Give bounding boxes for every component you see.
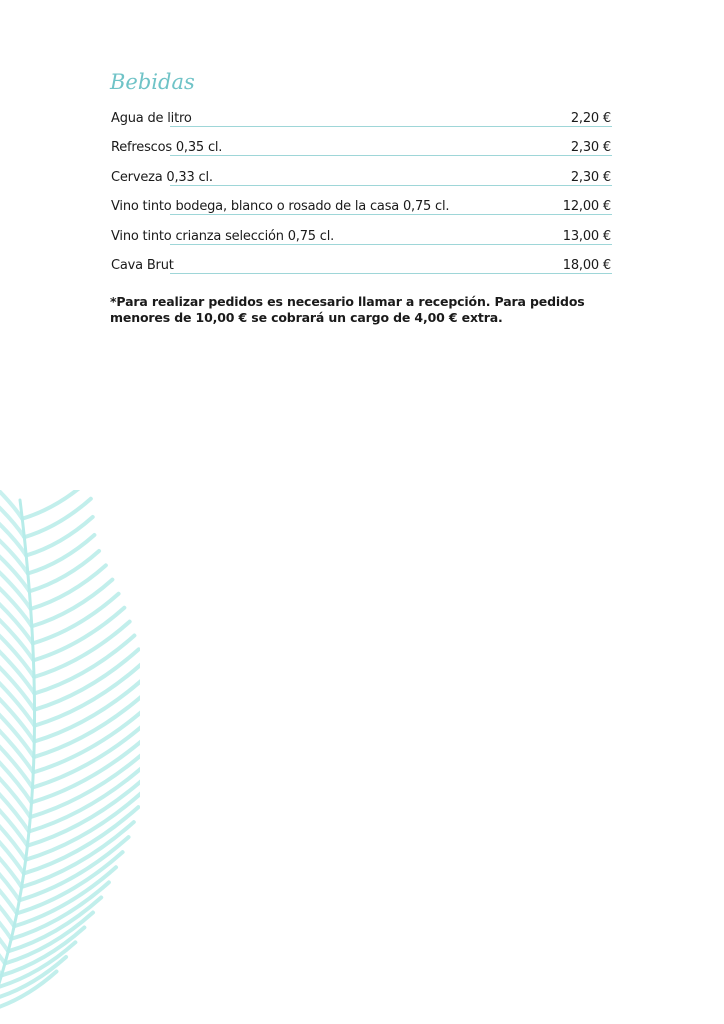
item-price: 12,00 € (562, 199, 611, 215)
item-name: Vino tinto bodega, blanco o rosado de la casa 0,75 cl. (111, 199, 450, 215)
item-price: 13,00 € (562, 228, 611, 244)
section-title: Bebidas (110, 70, 195, 94)
list-item (110, 106, 612, 135)
divider (170, 185, 612, 186)
divider (170, 273, 612, 274)
palm-leaf-icon (0, 490, 140, 1024)
list-item (110, 253, 612, 282)
list-item (110, 165, 612, 194)
item-price: 2,30 € (570, 169, 611, 185)
item-name: Agua de litro (111, 111, 192, 126)
divider (170, 214, 612, 215)
divider (170, 126, 612, 127)
list-item (110, 135, 612, 164)
item-name: Cerveza 0,33 cl. (111, 169, 213, 185)
item-name: Vino tinto crianza selección 0,75 cl. (111, 228, 335, 244)
list-item (110, 194, 612, 223)
divider (170, 155, 612, 156)
item-price: 18,00 € (562, 257, 611, 273)
item-price: 2,30 € (570, 140, 611, 156)
divider (170, 244, 612, 245)
drinks-list (110, 106, 612, 282)
order-note: *Para realizar pedidos es necesario llamar a recepción. Para pedidos menores de 10,00 € se cobrará un cargo de 4,00 € extra. (110, 294, 585, 325)
item-name: Refrescos 0,35 cl. (111, 140, 223, 156)
item-name: Cava Brut (111, 257, 174, 273)
item-price: 2,20 € (570, 111, 611, 126)
list-item (110, 224, 612, 253)
